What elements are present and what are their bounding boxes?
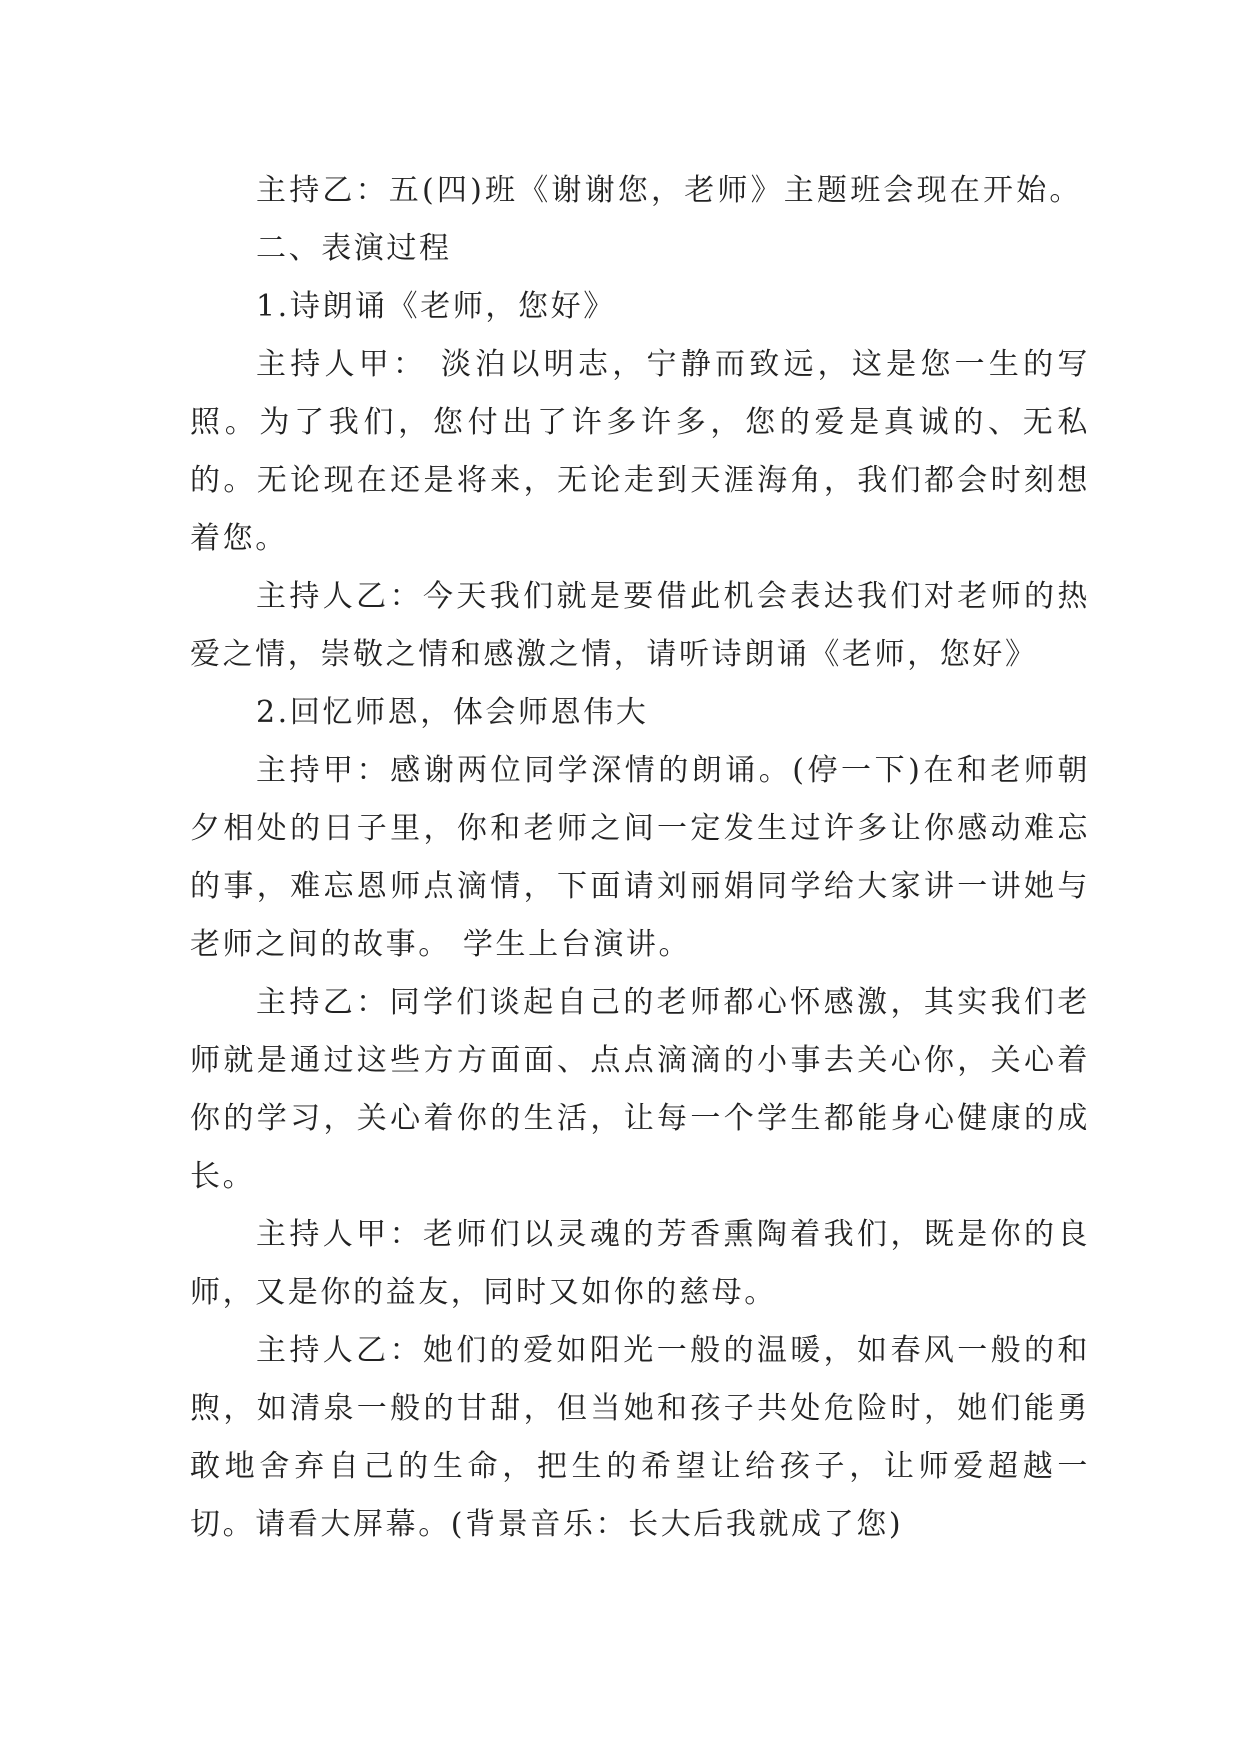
paragraph-host-a-2: 主持甲：感谢两位同学深情的朗诵。(停一下)在和老师朝夕相处的日子里，你和老师之间一定发生过许多让你感动难忘的事，难忘恩师点滴情，下面请刘丽娟同学给大家讲一讲她与老师之间的故事。 学生上台演讲。 bbox=[190, 753, 1090, 962]
paragraph-host-b-2: 主持乙：同学们谈起自己的老师都心怀感激，其实我们老师就是通过这些方方面面、点点滴滴的小事去关心你，关心着你的学习，关心着你的生活，让每一个学生都能身心健康的成长。 bbox=[190, 985, 1090, 1194]
paragraph-opening: 主持乙：五(四)班《谢谢您，老师》主题班会现在开始。 bbox=[256, 173, 1083, 208]
paragraph-host-b-3: 主持人乙：她们的爱如阳光一般的温暖，如春风一般的和煦，如清泉一般的甘甜，但当她和孩子共处危险时，她们能勇敢地舍弃自己的生命，把生的希望让给孩子，让师爱超越一切。请看大屏幕。(背景音乐：长大后我就成了您) bbox=[190, 1333, 1090, 1542]
paragraph-host-a-3: 主持人甲：老师们以灵魂的芳香熏陶着我们，既是你的良师，又是你的益友，同时又如你的慈母。 bbox=[190, 1217, 1090, 1310]
item-heading-poem: 1.诗朗诵《老师，您好》 bbox=[256, 289, 616, 324]
paragraph-host-b-1: 主持人乙：今天我们就是要借此机会表达我们对老师的热爱之情，崇敬之情和感激之情，请听诗朗诵《老师，您好》 bbox=[190, 579, 1090, 672]
paragraph-host-a-1: 主持人甲： 淡泊以明志，宁静而致远，这是您一生的写照。为了我们，您付出了许多许多，您的爱是真诚的、无私的。无论现在还是将来，无论走到天涯海角，我们都会时刻想着您。 bbox=[190, 347, 1090, 556]
document-body bbox=[190, 162, 1090, 1554]
section-heading-performance: 二、表演过程 bbox=[256, 231, 452, 266]
item-heading-memories: 2.回忆师恩，体会师恩伟大 bbox=[256, 695, 649, 730]
